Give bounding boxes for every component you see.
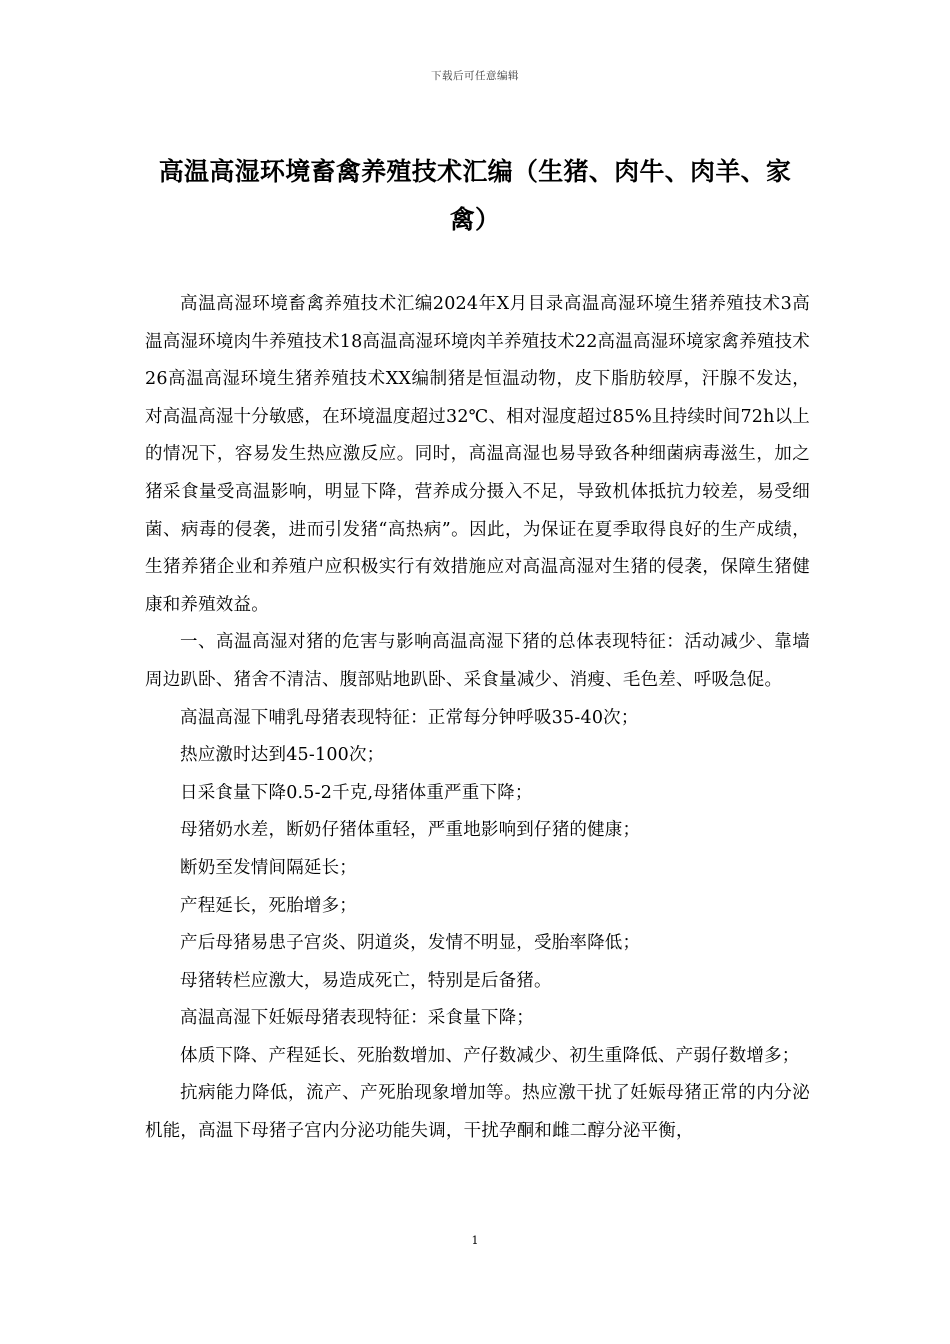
paragraph: 高温高湿环境畜禽养殖技术汇编2024年X月目录高温高湿环境生猪养殖技术3高温高湿环境肉牛养殖技术18高温高湿环境肉羊养殖技术22高温高湿环境家禽养殖技术26高温高湿环境生猪养殖技术XX编制猪是恒温动物，皮下脂肪较厚，汗腺不发达，对高温高湿十分敏感，在环境温度超过32℃、相对湿度超过85%且持续时间72h以上的情况下，容易发生热应激反应。同时，高温高湿也易导致各种细菌病毒滋生，加之猪采食量受高温影响，明显下降，营养成分摄入不足，导致机体抵抗力较差，易受细菌、病毒的侵袭，进而引发猪“高热病”。因此，为保证在夏季取得良好的生产成绩，生猪养猪企业和养殖户应积极实行有效措施应对高温高湿对生猪的侵袭，保障生猪健康和养殖效益。	[145, 294, 810, 615]
paragraph: 母猪奶水差，断奶仔猪体重轻，严重地影响到仔猪的健康；	[180, 820, 641, 841]
paragraph: 日采食量下降0.5-2千克,母猪体重严重下降；	[180, 782, 533, 803]
paragraph: 抗病能力降低，流产、产死胎现象增加等。热应激干扰了妊娠母猪正常的内分泌机能，高温下母猪子宫内分泌功能失调，干扰孕酮和雌二醇分泌平衡，	[145, 1083, 810, 1142]
document-body	[145, 286, 810, 1151]
paragraph: 高温高湿下哺乳母猪表现特征：正常每分钟呼吸35-40次；	[180, 707, 639, 728]
header-note: 下载后可任意编辑	[431, 70, 519, 82]
page-number: 1	[471, 1234, 479, 1247]
paragraph: 断奶至发情间隔延长；	[180, 857, 357, 878]
paragraph: 高温高湿下妊娠母猪表现特征：采食量下降；	[180, 1008, 534, 1029]
document-title: 高温高湿环境畜禽养殖技术汇编（生猪、肉牛、肉羊、家禽）	[158, 157, 792, 234]
paragraph: 产程延长，死胎增多；	[180, 895, 357, 916]
paragraph: 母猪转栏应激大，易造成死亡，特别是后备猪。	[180, 970, 552, 991]
paragraph: 一、高温高湿对猪的危害与影响高温高湿下猪的总体表现特征：活动减少、靠墙周边趴卧、猪舍不清洁、腹部贴地趴卧、采食量减少、消瘦、毛色差、呼吸急促。	[145, 632, 810, 690]
paragraph: 热应激时达到45-100次；	[180, 745, 385, 766]
paragraph: 体质下降、产程延长、死胎数增加、产仔数减少、初生重降低、产弱仔数增多；	[180, 1045, 800, 1066]
paragraph: 产后母猪易患子宫炎、阴道炎，发情不明显，受胎率降低；	[180, 933, 641, 954]
